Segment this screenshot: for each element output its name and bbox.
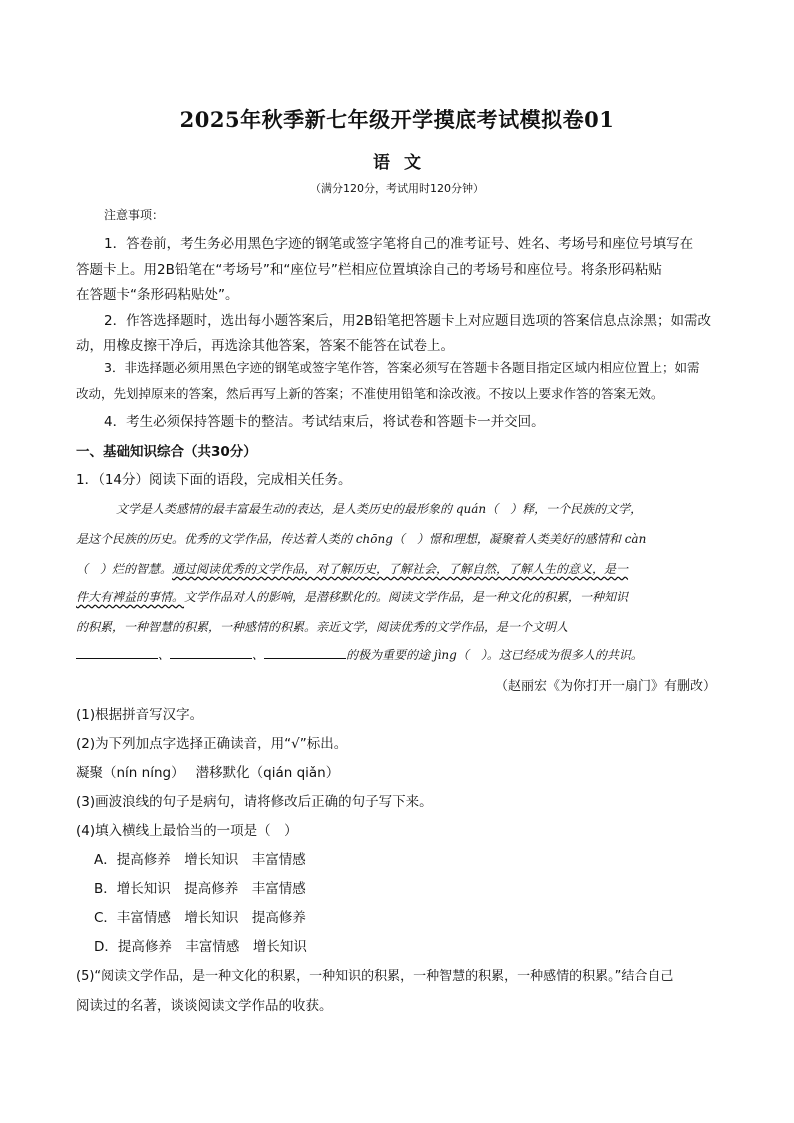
question-stem: 1．（14分）阅读下面的语段，完成相关任务。 — [76, 472, 352, 488]
option-d: D．提高修养 丰富情感 增长知识 — [94, 939, 307, 955]
passage-line: 是这个民族的历史。优秀的文学作品，传达着人类的 chōng（ ）憬和理想，凝聚着人类美好的感情和 càn — [76, 532, 647, 546]
exam-title: 2025年秋季新七年级开学摸底考试模拟卷01 — [179, 107, 615, 132]
passage-line — [76, 588, 628, 605]
notice-line: 在答题卡“条形码粘贴处”。 — [76, 287, 239, 303]
notice-line: 4．考生必须保持答题卡的整洁。考试结束后，将试卷和答题卡一并交回。 — [104, 414, 545, 430]
passage-line — [76, 560, 628, 577]
notice-line: 答题卡上。用2B铅笔在“考场号”和“座位号”栏相应位置填涂自己的考场号和座位号。将条形码粘贴 — [76, 262, 662, 278]
option-b: B．增长知识 提高修养 丰富情感 — [94, 881, 306, 897]
passage-text: （ ）烂的智慧。 — [76, 562, 173, 576]
section-heading: 一、基础知识综合（共30分） — [76, 444, 257, 460]
passage-line — [76, 646, 643, 663]
blank-separator: 、 — [158, 648, 171, 662]
answer-blank[interactable] — [76, 646, 158, 659]
wavy-sentence: 件大有裨益的事情。 — [76, 590, 185, 604]
passage-text: 的极为重要的途 jìng（ ）。这已经成为很多人的共识。 — [346, 648, 643, 662]
task-1: (1)根据拼音写汉字。 — [76, 707, 204, 723]
passage-source: （赵丽宏《为你打开一扇门》有删改） — [494, 679, 716, 694]
task-2-items: 凝聚（nín níng） 潜移默化（qián qiǎn） — [76, 765, 340, 781]
notice-line: 改动，先划掉原来的答案，然后再写上新的答案；不准使用铅笔和涂改液。不按以上要求作答的答案无效。 — [76, 386, 664, 401]
notice-line: 动，用橡皮擦干净后，再选涂其他答案，答案不能答在试卷上。 — [76, 338, 454, 354]
task-5: (5)“阅读文学作品，是一种文化的积累，一种知识的积累，一种智慧的积累，一种感情的积累。”结合自己 — [76, 969, 674, 984]
blank-separator: 、 — [252, 648, 265, 662]
task-4: (4)填入横线上最恰当的一项是（ ） — [76, 823, 298, 839]
exam-subject: 语文 — [373, 153, 435, 173]
passage-line: 的积累，一种智慧的积累，一种感情的积累。亲近文学，阅读优秀的文学作品，是一个文明人 — [76, 620, 569, 634]
notice-heading: 注意事项： — [104, 208, 165, 222]
passage-line: 文学是人类感情的最丰富最生动的表达，是人类历史的最形象的 quán（ ）释，一个民族的文学， — [116, 502, 643, 516]
passage-text: 文学作品对人的影响，是潜移默化的。阅读文学作品，是一种文化的积累，一种知识 — [184, 590, 629, 604]
task-3: (3)画波浪线的句子是病句，请将修改后正确的句子写下来。 — [76, 794, 433, 810]
notice-line: 3．非选择题必须用黑色字迹的钢笔或签字笔作答，答案必须写在答题卡各题目指定区域内相应位置上；如需 — [104, 360, 700, 375]
answer-blank[interactable] — [170, 646, 252, 659]
notice-line: 2．作答选择题时，选出每小题答案后，用2B铅笔把答题卡上对应题目选项的答案信息点涂黑；如需改 — [104, 313, 711, 329]
option-c: C．丰富情感 增长知识 提高修养 — [94, 910, 306, 926]
task-5-cont: 阅读过的名著，谈谈阅读文学作品的收获。 — [76, 998, 333, 1014]
notice-line: 1．答卷前，考生务必用黑色字迹的钢笔或签字笔将自己的准考证号、姓名、考场号和座位号填写在 — [104, 236, 694, 252]
task-2: (2)为下列加点字选择正确读音，用“√”标出。 — [76, 736, 348, 752]
score-note: （满分120分，考试用时120分钟） — [310, 182, 484, 195]
answer-blank[interactable] — [264, 646, 346, 659]
wavy-sentence: 通过阅读优秀的文学作品，对了解历史，了解社会，了解自然，了解人生的意义，是一 — [172, 562, 629, 576]
option-a: A．提高修养 增长知识 丰富情感 — [94, 852, 306, 868]
